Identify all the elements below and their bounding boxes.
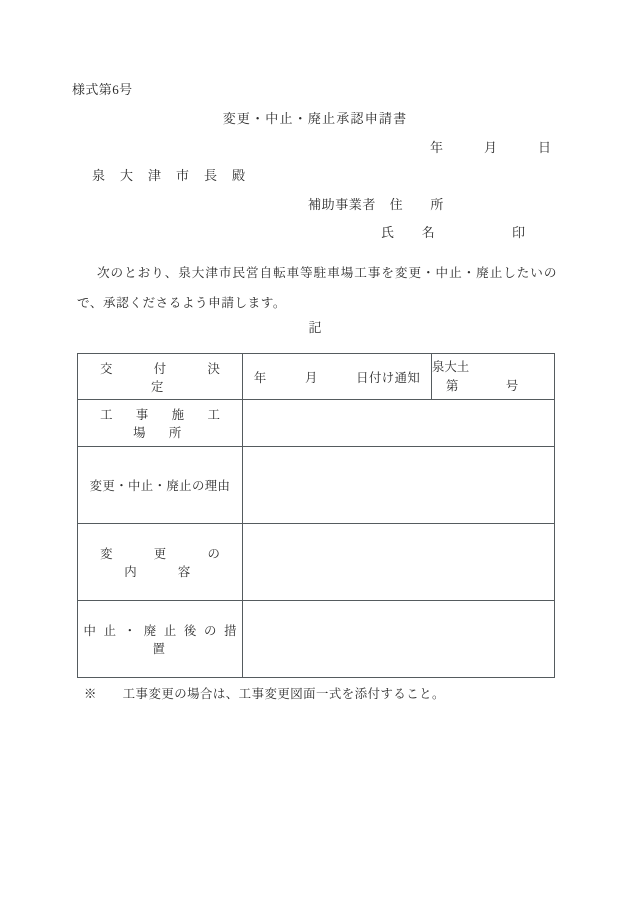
seal-marker: 印: [512, 225, 526, 240]
applicant-role-label: 補助事業者: [308, 197, 377, 212]
row-label-reason: 変更・中止・廃止の理由: [78, 447, 243, 524]
notice-number-last: 号: [505, 378, 519, 393]
table-row: [78, 524, 555, 601]
body-paragraph: 次のとおり、泉大津市民営自転車等駐車場工事を変更・中止・廃止したいので、承認くださるよう申請します。: [77, 266, 557, 310]
row-value-grant-decision-date[interactable]: 年 月 日付け通知: [243, 354, 432, 400]
row-label-construction-site: 工 事 施 工 場 所: [78, 400, 243, 447]
row-value-grant-decision-number[interactable]: [432, 354, 555, 400]
applicant-address-row: [308, 198, 444, 211]
table-row: [78, 400, 555, 447]
table-row: [78, 447, 555, 524]
row-value-construction-site[interactable]: [243, 400, 555, 447]
addressee-line: 泉 大 津 市 長 殿: [92, 168, 247, 183]
footnote: ※ 工事変更の場合は、工事変更図面一式を添付すること。: [84, 687, 445, 701]
notice-number-blank: [459, 379, 506, 393]
table-row: [78, 601, 555, 678]
ki-marker: 記: [308, 320, 322, 335]
form-number: 様式第6号: [72, 82, 133, 97]
row-value-change-content[interactable]: [243, 524, 555, 601]
page-title: 変更・中止・廃止承認申請書: [222, 111, 408, 126]
row-value-post-measures[interactable]: [243, 601, 555, 678]
applicant-name-label: 氏 名: [381, 225, 436, 240]
application-details-table: [77, 353, 555, 678]
row-label-post-measures: 中 止 ・ 廃 止 後 の 措 置: [78, 601, 243, 678]
row-label-change-content: 変 更 の 内 容: [78, 524, 243, 601]
row-label-grant-decision: 交 付 決 定: [78, 354, 243, 400]
table-row: [78, 354, 555, 400]
row-value-reason[interactable]: [243, 447, 555, 524]
date-line: 年 月 日: [430, 140, 552, 155]
notice-number-line: [432, 377, 554, 396]
notice-number-prefix: 泉大土: [432, 359, 470, 374]
applicant-row-gap: [376, 197, 390, 212]
notice-number-first: 第: [446, 378, 459, 393]
applicant-address-label: 住 所: [389, 197, 445, 212]
